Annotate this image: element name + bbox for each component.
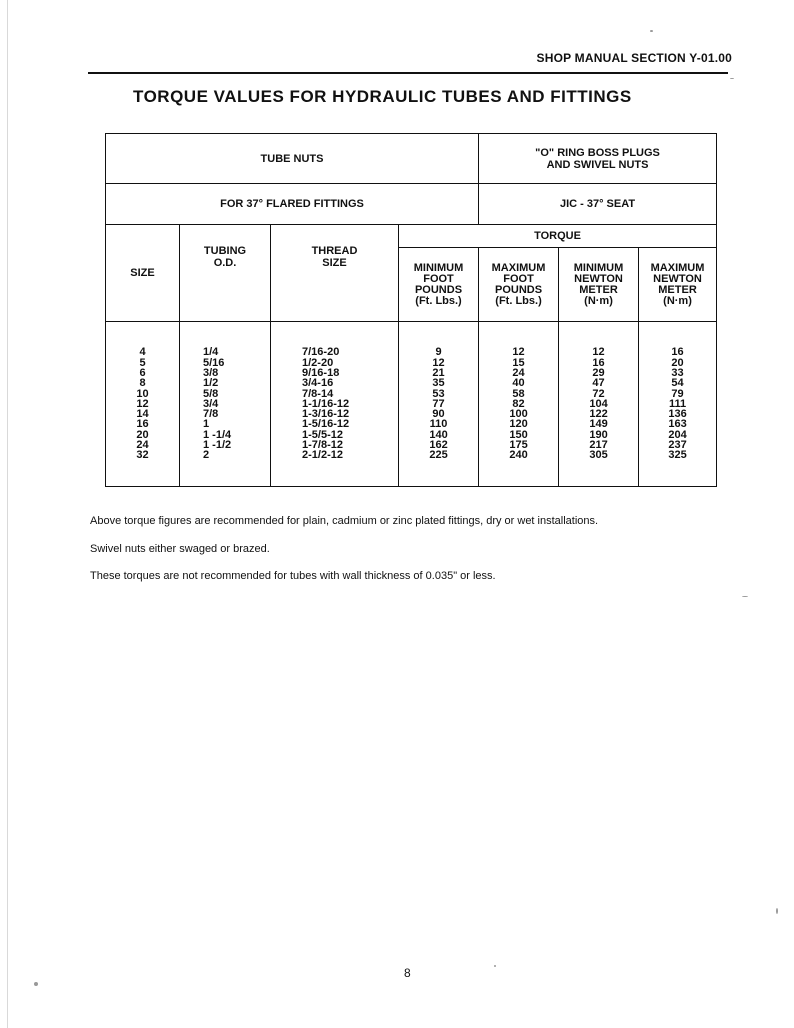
note-swivel-nuts: Swivel nuts either swaged or brazed. bbox=[90, 543, 270, 555]
header-divider bbox=[88, 72, 728, 74]
min-ft-header-line2: FOOT bbox=[423, 272, 454, 285]
table-cell-thread: 9/16-18 bbox=[302, 366, 340, 379]
table-cell-od: 5/8 bbox=[203, 387, 219, 400]
table-cell-thread: 2-1/2-12 bbox=[302, 449, 343, 462]
table-cell-min-nm: 72 bbox=[592, 387, 605, 400]
table-cell-size: 8 bbox=[139, 377, 146, 390]
table-cell-thread: 7/16-20 bbox=[302, 346, 340, 359]
table-cell-max-nm: 111 bbox=[668, 397, 687, 410]
page-title: TORQUE VALUES FOR HYDRAULIC TUBES AND FITTINGS bbox=[133, 87, 632, 106]
table-cell-size: 20 bbox=[136, 428, 149, 441]
tubing-od-header-line2: O.D. bbox=[213, 257, 237, 269]
table-cell-max-nm: 136 bbox=[668, 408, 687, 421]
table-cell-min-nm: 29 bbox=[592, 366, 605, 379]
tubing-od-values-cell bbox=[180, 322, 271, 487]
table-cell-max-nm: 20 bbox=[671, 356, 684, 369]
scan-speck bbox=[650, 30, 653, 32]
table-cell-od: 1/4 bbox=[203, 346, 219, 359]
table-cell-size: 16 bbox=[136, 418, 149, 431]
table-cell-od: 3/8 bbox=[203, 366, 219, 379]
table-cell-min-ft: 35 bbox=[432, 377, 445, 390]
table-cell-size: 32 bbox=[136, 449, 149, 462]
table-cell-max-ft: 100 bbox=[509, 408, 528, 421]
table-cell-od: 7/8 bbox=[203, 408, 219, 421]
min-nm-header-line3: METER bbox=[579, 283, 618, 296]
max-nm-header-line1: MAXIMUM bbox=[650, 261, 705, 274]
tube-nuts-header: TUBE NUTS bbox=[106, 134, 479, 184]
max-nm-header-line4: (N·m) bbox=[663, 294, 692, 307]
max-newton-meter-header bbox=[639, 248, 717, 322]
table-cell-min-nm: 149 bbox=[589, 418, 608, 431]
max-foot-pounds-header bbox=[479, 248, 559, 322]
table-cell-min-nm: 47 bbox=[592, 377, 605, 390]
table-cell-max-nm: 16 bbox=[671, 346, 684, 359]
min-foot-pounds-values-cell bbox=[399, 322, 479, 487]
table-cell-max-ft: 240 bbox=[509, 449, 528, 462]
max-ft-header-line2: FOOT bbox=[503, 272, 534, 285]
table-cell-size: 12 bbox=[136, 397, 149, 410]
section-header: SHOP MANUAL SECTION Y-01.00 bbox=[536, 51, 732, 65]
scan-speck bbox=[494, 965, 496, 967]
table-cell-thread: 1-5/16-12 bbox=[302, 418, 350, 431]
scan-speck bbox=[730, 78, 734, 79]
table-cell-min-nm: 12 bbox=[592, 346, 605, 359]
tubing-od-header-line1: TUBING bbox=[203, 245, 247, 257]
min-nm-header-line1: MINIMUM bbox=[573, 261, 624, 274]
page-edge-line bbox=[7, 0, 8, 1028]
o-ring-header bbox=[479, 134, 717, 184]
table-cell-size: 10 bbox=[136, 387, 149, 400]
table-cell-max-ft: 120 bbox=[509, 418, 528, 431]
size-column-header: SIZE bbox=[106, 225, 180, 322]
table-cell-size: 24 bbox=[136, 439, 149, 452]
o-ring-header-line1: "O" RING BOSS PLUGS bbox=[535, 146, 660, 159]
table-body-row bbox=[106, 322, 717, 487]
table-cell-thread: 7/8-14 bbox=[302, 387, 334, 400]
note-plated-fittings: Above torque figures are recommended for plain, cadmium or zinc plated fittings, dry or wet installations. bbox=[90, 515, 599, 527]
scan-speck bbox=[776, 908, 778, 914]
table-cell-thread: 1-3/16-12 bbox=[302, 408, 350, 421]
table-cell-max-ft: 150 bbox=[509, 428, 528, 441]
table-cell-size: 14 bbox=[136, 408, 149, 421]
table-cell-od: 2 bbox=[203, 449, 210, 462]
page-number: 8 bbox=[404, 966, 411, 980]
table-cell-od: 1 bbox=[203, 418, 210, 431]
table-cell-thread: 1-1/16-12 bbox=[302, 397, 350, 410]
table-cell-size: 4 bbox=[139, 346, 146, 359]
table-cell-min-ft: 140 bbox=[429, 428, 448, 441]
tubing-od-column-header bbox=[180, 225, 271, 322]
scan-speck bbox=[742, 596, 748, 597]
table-cell-min-nm: 104 bbox=[589, 397, 608, 410]
table-cell-od: 1 -1/2 bbox=[203, 439, 232, 452]
table-cell-min-nm: 122 bbox=[589, 408, 608, 421]
thread-size-column-header bbox=[271, 225, 399, 322]
table-cell-max-nm: 237 bbox=[668, 439, 687, 452]
max-newton-meter-values-cell bbox=[639, 322, 717, 487]
table-cell-min-ft: 77 bbox=[432, 397, 445, 410]
max-nm-header-line3: METER bbox=[658, 283, 697, 296]
note-wall-thickness: These torques are not recommended for tubes with wall thickness of 0.035" or less. bbox=[90, 570, 496, 582]
table-cell-min-ft: 53 bbox=[432, 387, 445, 400]
thread-size-header-line2: SIZE bbox=[322, 257, 347, 269]
min-newton-meter-header bbox=[559, 248, 639, 322]
min-nm-header-line2: NEWTON bbox=[574, 272, 623, 285]
max-nm-header-line2: NEWTON bbox=[653, 272, 702, 285]
torque-header: TORQUE bbox=[399, 225, 717, 248]
table-cell-max-ft: 175 bbox=[509, 439, 528, 452]
table-cell-thread: 1/2-20 bbox=[302, 356, 334, 369]
table-cell-min-ft: 162 bbox=[429, 439, 448, 452]
table-cell-min-ft: 110 bbox=[429, 418, 448, 431]
table-cell-min-nm: 190 bbox=[589, 428, 608, 441]
table-cell-max-nm: 325 bbox=[668, 449, 687, 462]
table-cell-max-nm: 33 bbox=[671, 366, 684, 379]
jic-seat-header: JIC - 37° SEAT bbox=[479, 184, 717, 225]
table-cell-thread: 1-5/5-12 bbox=[302, 428, 343, 441]
table-cell-min-nm: 16 bbox=[592, 356, 605, 369]
o-ring-header-line2: AND SWIVEL NUTS bbox=[546, 158, 649, 171]
table-cell-max-ft: 82 bbox=[512, 397, 525, 410]
table-cell-min-ft: 90 bbox=[432, 408, 445, 421]
table-cell-min-nm: 217 bbox=[589, 439, 608, 452]
table-cell-size: 6 bbox=[139, 366, 146, 379]
table-cell-thread: 3/4-16 bbox=[302, 377, 334, 390]
table-cell-size: 5 bbox=[139, 356, 146, 369]
table-cell-max-nm: 163 bbox=[668, 418, 687, 431]
table-cell-od: 3/4 bbox=[203, 397, 219, 410]
table-cell-thread: 1-7/8-12 bbox=[302, 439, 343, 452]
torque-table bbox=[105, 133, 717, 487]
table-cell-max-ft: 40 bbox=[512, 377, 525, 390]
table-cell-min-ft: 12 bbox=[432, 356, 445, 369]
flared-fittings-header: FOR 37° FLARED FITTINGS bbox=[106, 184, 479, 225]
min-nm-header-line4: (N·m) bbox=[584, 294, 613, 307]
min-ft-header-line3: POUNDS bbox=[414, 283, 463, 296]
min-foot-pounds-header bbox=[399, 248, 479, 322]
max-ft-header-line4: (Ft. Lbs.) bbox=[495, 294, 542, 307]
size-values-cell bbox=[106, 322, 180, 487]
table-cell-max-ft: 12 bbox=[512, 346, 525, 359]
table-cell-max-ft: 24 bbox=[512, 366, 525, 379]
min-ft-header-line4: (Ft. Lbs.) bbox=[415, 294, 462, 307]
max-ft-header-line3: POUNDS bbox=[494, 283, 543, 296]
table-cell-min-ft: 21 bbox=[432, 366, 445, 379]
table-cell-max-ft: 15 bbox=[512, 356, 525, 369]
thread-size-header-line1: THREAD bbox=[311, 245, 358, 257]
min-newton-meter-values-cell bbox=[559, 322, 639, 487]
max-ft-header-line1: MAXIMUM bbox=[491, 261, 546, 274]
thread-size-values-cell bbox=[271, 322, 399, 487]
table-cell-max-ft: 58 bbox=[512, 387, 525, 400]
table-cell-min-ft: 9 bbox=[435, 346, 442, 359]
table-cell-min-nm: 305 bbox=[589, 449, 608, 462]
table-cell-max-nm: 54 bbox=[671, 377, 684, 390]
table-cell-od: 1 -1/4 bbox=[203, 428, 232, 441]
scan-speck bbox=[34, 982, 38, 986]
max-foot-pounds-values-cell bbox=[479, 322, 559, 487]
table-cell-max-nm: 204 bbox=[668, 428, 687, 441]
table-cell-od: 5/16 bbox=[203, 356, 225, 369]
table-cell-min-ft: 225 bbox=[429, 449, 448, 462]
table-cell-od: 1/2 bbox=[203, 377, 219, 390]
table-cell-max-nm: 79 bbox=[671, 387, 684, 400]
min-ft-header-line1: MINIMUM bbox=[413, 261, 464, 274]
